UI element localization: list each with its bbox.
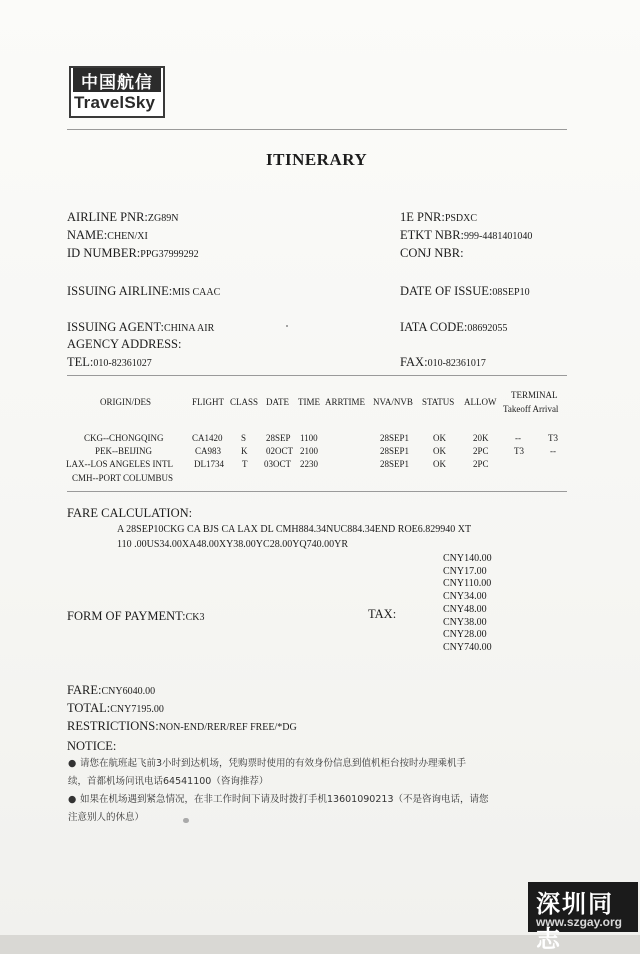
fax-value: 010-82361017 xyxy=(427,358,486,369)
form-of-payment-field xyxy=(67,607,205,625)
fare-calculation-line2: 110 .00US34.00XA48.00XY38.00YC28.00YQ740.00YR xyxy=(117,539,349,550)
col-header-status: STATUS xyxy=(422,397,455,407)
tax-item: CNY28.00 xyxy=(443,629,487,641)
row1-takeoff: -- xyxy=(515,433,521,443)
agency-address-field xyxy=(67,335,181,353)
etkt-field xyxy=(400,226,532,244)
row1-origin: CKG--CHONGQING xyxy=(84,433,164,443)
table-divider xyxy=(67,491,567,492)
iata-code-label: IATA CODE: xyxy=(400,320,468,334)
row1-allow: 20K xyxy=(473,433,489,443)
notice-bullet-1: ● xyxy=(68,758,77,769)
notice-item-1-line-1: 请您在航班起飞前3小时到达机场，凭购票时使用的有效身份信息到值机柜台按时办理乘机手 xyxy=(80,758,467,769)
total-field xyxy=(67,699,164,717)
col-header-flight: FLIGHT xyxy=(192,397,224,407)
watermark-url: www.szgay.org xyxy=(536,915,623,929)
row1-status: OK xyxy=(433,433,446,443)
form-of-payment-value: CK3 xyxy=(185,612,205,623)
col-header-allow: ALLOW xyxy=(464,397,497,407)
etkt-label: ETKT NBR: xyxy=(400,228,465,242)
conj-label: CONJ NBR: xyxy=(400,246,464,260)
tax-item: CNY740.00 xyxy=(443,641,492,653)
date-of-issue-label: DATE OF ISSUE: xyxy=(400,284,493,298)
row3-origin: LAX--LOS ANGELES INTL xyxy=(66,459,173,469)
logo-english-text: TravelSky xyxy=(74,93,156,112)
row1-flight: CA1420 xyxy=(192,433,223,443)
fare-calculation-label: FARE CALCULATION: xyxy=(67,506,193,520)
airline-pnr-label: AIRLINE PNR: xyxy=(67,210,148,224)
fare-calculation-line1: A 28SEP10CKG CA BJS CA LAX DL CMH884.34NUC884.34END ROE6.829940 XT xyxy=(117,524,472,535)
ie-pnr-value: PSDXC xyxy=(444,213,478,224)
tel-value: 010-82361027 xyxy=(93,358,152,369)
issuing-agent-label: ISSUING AGENT: xyxy=(67,320,164,334)
iata-code-value: 08692055 xyxy=(467,323,508,334)
col-header-nva-nvb: NVA/NVB xyxy=(373,397,413,407)
date-of-issue-field xyxy=(400,282,530,300)
tel-label: TEL: xyxy=(67,355,94,369)
form-of-payment-label: FORM OF PAYMENT: xyxy=(67,609,186,623)
total-label: TOTAL: xyxy=(67,701,111,715)
agency-address-label: AGENCY ADDRESS: xyxy=(67,337,182,351)
row3-nva: 28SEP1 xyxy=(380,459,410,469)
restrictions-field xyxy=(67,717,297,735)
col-header-arrtime: ARRTIME xyxy=(325,397,365,407)
tax-item: CNY48.00 xyxy=(443,603,487,615)
tax-item: CNY38.00 xyxy=(443,616,487,628)
row2-time: 2100 xyxy=(300,446,318,456)
paper-speck xyxy=(286,325,288,327)
fax-label: FAX: xyxy=(400,355,428,369)
id-number-value: PPG37999292 xyxy=(140,249,199,260)
tax-label: TAX: xyxy=(368,607,397,621)
airline-pnr-field xyxy=(67,208,178,226)
tax-list xyxy=(443,553,492,655)
col-header-date: DATE xyxy=(266,397,289,407)
tax-item: CNY110.00 xyxy=(443,578,492,590)
airline-pnr-value: ZG89N xyxy=(147,213,179,224)
row2-allow: 2PC xyxy=(473,446,489,456)
issuing-airline-label: ISSUING AIRLINE: xyxy=(67,284,173,298)
travelsky-logo xyxy=(69,66,165,118)
row3-status: OK xyxy=(433,459,446,469)
fare-label: FARE: xyxy=(67,683,102,697)
notice-bullet-2: ● xyxy=(68,794,77,805)
conj-field xyxy=(400,244,464,262)
row2-origin: PEK--BEIJING xyxy=(95,446,152,456)
total-value: CNY7195.00 xyxy=(110,704,164,715)
date-of-issue-value: 08SEP10 xyxy=(492,287,530,298)
row1-arrival: T3 xyxy=(548,433,558,443)
tel-field xyxy=(67,353,152,371)
ie-pnr-field xyxy=(400,208,477,226)
name-value: CHEN/XI xyxy=(107,231,148,242)
fare-value: CNY6040.00 xyxy=(101,686,156,697)
row4-origin: CMH--PORT COLUMBUS xyxy=(72,473,174,483)
row2-status: OK xyxy=(433,446,446,456)
col-header-terminal: TERMINAL xyxy=(511,390,558,400)
header-divider xyxy=(67,375,567,376)
fax-field xyxy=(400,353,486,371)
notice-item-1-line-2: 续，首都机场问讯电话64541100（咨询推荐） xyxy=(68,776,269,787)
row2-takeoff: T3 xyxy=(514,446,524,456)
row3-class: T xyxy=(242,459,248,469)
restrictions-label: RESTRICTIONS: xyxy=(67,719,159,733)
issuing-airline-value: MIS CAAC xyxy=(172,287,221,298)
row2-date: 02OCT xyxy=(266,446,293,456)
row1-nva: 28SEP1 xyxy=(380,433,410,443)
col-header-time: TIME xyxy=(298,397,320,407)
notice-item-2-line-2: 注意别人的休息） xyxy=(68,812,145,823)
notice-label: NOTICE: xyxy=(67,739,117,753)
col-header-origin: ORIGIN/DES xyxy=(100,397,151,407)
row2-arrival: -- xyxy=(550,446,556,456)
row1-class: S xyxy=(241,433,247,443)
row3-date: 03OCT xyxy=(264,459,291,469)
watermark-chinese-text: 深圳同志 xyxy=(536,890,614,953)
row1-date: 28SEP xyxy=(266,433,291,443)
logo-chinese-text: 中国航信 xyxy=(73,68,161,92)
row3-time: 2230 xyxy=(300,459,318,469)
row2-class: K xyxy=(241,446,248,456)
row3-flight: DL1734 xyxy=(194,459,224,469)
paper-smudge xyxy=(183,818,189,823)
col-header-class: CLASS xyxy=(230,397,259,407)
row1-time: 1100 xyxy=(300,433,318,443)
row2-flight: CA983 xyxy=(195,446,222,456)
iata-code-field xyxy=(400,318,507,336)
issuing-agent-value: CHINA AIR xyxy=(163,323,215,334)
top-divider xyxy=(67,129,567,130)
name-field xyxy=(67,226,148,244)
site-watermark xyxy=(528,882,638,953)
notice-item-2-line-1: 如果在机场遇到紧急情况，在非工作时间下请及时拨打手机13601090213（不是咨询电话，请您 xyxy=(80,794,489,805)
col-header-terminal-sub: Takeoff Arrival xyxy=(503,404,559,414)
page-title: ITINERARY xyxy=(266,150,368,169)
restrictions-value: NON-END/RER/REF FREE/*DG xyxy=(158,722,297,733)
tax-item: CNY34.00 xyxy=(443,591,487,603)
ie-pnr-label: 1E PNR: xyxy=(400,210,445,224)
row2-nva: 28SEP1 xyxy=(380,446,410,456)
etkt-value: 999-4481401040 xyxy=(464,231,533,242)
name-label: NAME: xyxy=(67,228,108,242)
row3-allow: 2PC xyxy=(473,459,489,469)
issuing-airline-field xyxy=(67,282,220,300)
id-number-label: ID NUMBER: xyxy=(67,246,141,260)
tax-item: CNY17.00 xyxy=(443,565,487,577)
issuing-agent-field xyxy=(67,318,214,336)
tax-item: CNY140.00 xyxy=(443,553,492,564)
fare-field xyxy=(67,681,155,699)
id-number-field xyxy=(67,244,199,262)
